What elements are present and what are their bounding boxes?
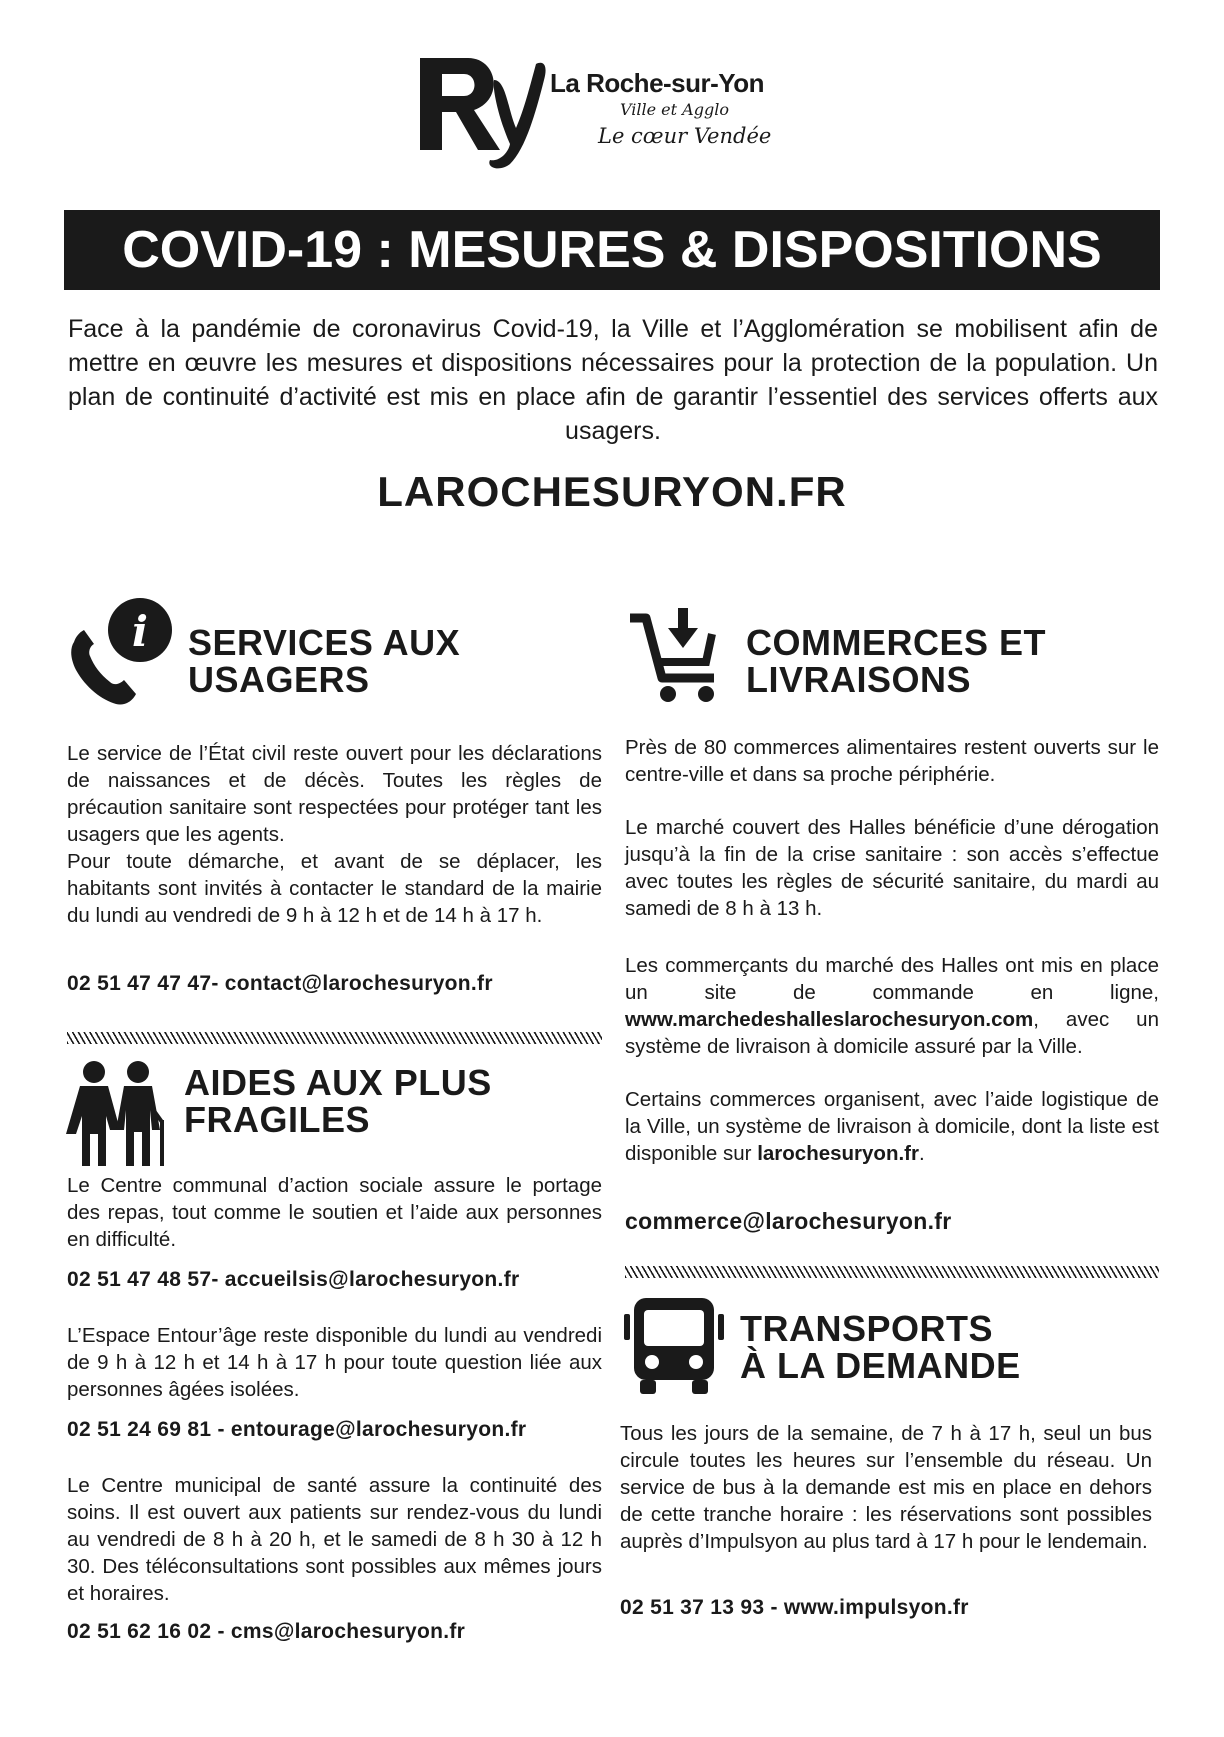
- commerces-title-line1: COMMERCES ET: [746, 622, 1047, 663]
- halles-website-link[interactable]: www.marchedeshalleslarochesuryon.com: [625, 1008, 1034, 1031]
- services-title-line2: USAGERS: [188, 659, 370, 700]
- commerces-paragraph-3: [625, 952, 1159, 1060]
- commerces-contact[interactable]: commerce@larochesuryon.fr: [625, 1208, 952, 1234]
- commerces-paragraph-4b: .: [918, 1142, 925, 1165]
- city-logo: [420, 50, 820, 170]
- intro-paragraph: Face à la pandémie de coronavirus Covid-19, la Ville et l’Agglomération se mobilisent afin de mettre en œuvre les mesures et dispositions nécessaires pour la protection de la population. Un plan de continuité d’activité est mis en place afin de garantir l’essentiel des services offerts aux usagers.: [68, 315, 1158, 445]
- services-title: [188, 624, 460, 698]
- logo-tagline-2: Le cœur Vendée: [598, 124, 772, 148]
- commerces-title: [746, 624, 1046, 698]
- ry-monogram-icon: [420, 50, 550, 170]
- commerces-paragraph-4a: Certains commerces organisent, avec l’aide logistique de la Ville, un système de livraison à domicile, dont la liste est disponible sur: [625, 1088, 1159, 1165]
- phone-info-icon: [66, 596, 176, 706]
- commerces-paragraph-3a: Les commerçants du marché des Halles ont mis en place un site de commande en ligne,: [625, 954, 1159, 1004]
- logo-name: La Roche-sur-Yon: [550, 68, 764, 98]
- transports-title-line1: TRANSPORTS: [740, 1308, 994, 1349]
- aides-title-line2: FRAGILES: [184, 1099, 371, 1140]
- services-paragraph-2: Pour toute démarche, et avant de se déplacer, les habitants sont invités à contacter le standard de la mairie du lundi au vendredi de 9 h à 12 h et de 14 h à 17 h.: [67, 850, 602, 927]
- aides-paragraph-1: Le Centre communal d’action sociale assure le portage des repas, tout comme le soutien et l’aide aux personnes en difficulté.: [67, 1174, 602, 1251]
- services-paragraph-1: Le service de l’État civil reste ouvert pour les déclarations de naissances et de décès. Toutes les règles de précaution sanitaire sont respectées pour protéger tant les usagers que les agents.: [67, 742, 602, 846]
- logo-tagline-1: Ville et Agglo: [620, 100, 729, 119]
- larochesuryon-link[interactable]: larochesuryon.fr: [757, 1142, 919, 1165]
- website-link[interactable]: LAROCHESURYON.FR: [377, 468, 847, 515]
- elderly-couple-icon: [64, 1060, 174, 1168]
- svg-text:i: i: [132, 607, 148, 656]
- aides-paragraph-2: L’Espace Entour’âge reste disponible du lundi au vendredi de 9 h à 12 h et 14 h à 17 h pour toute question liée aux personnes âgées isolées.: [67, 1324, 602, 1401]
- aides-title: [184, 1064, 492, 1138]
- commerces-title-line2: LIVRAISONS: [746, 659, 972, 700]
- transports-contact[interactable]: 02 51 37 13 93 - www.impulsyon.fr: [620, 1596, 969, 1619]
- commerces-paragraph-4: [625, 1086, 1159, 1167]
- aides-contact-2[interactable]: 02 51 24 69 81 - entourage@larochesuryon.fr: [67, 1418, 527, 1441]
- page-title-banner: COVID-19 : MESURES & DISPOSITIONS: [64, 210, 1160, 290]
- section-divider: [625, 1266, 1159, 1278]
- section-divider: [67, 1032, 602, 1044]
- services-contact[interactable]: 02 51 47 47 47- contact@larochesuryon.fr: [67, 972, 493, 995]
- aides-title-line1: AIDES AUX PLUS: [184, 1062, 492, 1103]
- shopping-cart-icon: [628, 604, 728, 704]
- bus-icon: [622, 1294, 726, 1398]
- transports-title-line2: À LA DEMANDE: [740, 1345, 1021, 1386]
- commerces-paragraph-1: Près de 80 commerces alimentaires restent ouverts sur le centre-ville et dans sa proche périphérie.: [625, 736, 1159, 786]
- aides-contact-1[interactable]: 02 51 47 48 57- accueilsis@larochesuryon.fr: [67, 1268, 520, 1291]
- aides-paragraph-3: Le Centre municipal de santé assure la continuité des soins. Il est ouvert aux patients sur rendez-vous du lundi au vendredi de 8 h à 20 h, et le samedi de 8 h 30 à 12 h 30. Des téléconsultations sont possibles aux mêmes jours et horaires.: [67, 1474, 602, 1605]
- commerces-paragraph-2: Le marché couvert des Halles bénéficie d’une dérogation jusqu’à la fin de la crise sanitaire : son accès s’effectue avec toutes les règles de sécurité sanitaire, du mardi au samedi de 8 h à 13 h.: [625, 816, 1159, 920]
- transports-paragraph: Tous les jours de la semaine, de 7 h à 17 h, seul un bus circule toutes les heures sur l’ensemble du réseau. Un service de bus à la demande est mis en place en dehors de cette tranche horaire : les réservations sont possibles auprès d’Impulsyon au plus tard à 17 h pour le lendemain.: [620, 1422, 1152, 1553]
- services-paragraph: [67, 740, 602, 929]
- transports-title: [740, 1310, 1021, 1384]
- services-title-line1: SERVICES AUX: [188, 622, 461, 663]
- commerces-paragraph-3b: , avec un système de livraison à domicile assuré par la Ville.: [625, 1008, 1159, 1058]
- aides-contact-3[interactable]: 02 51 62 16 02 - cms@larochesuryon.fr: [67, 1620, 466, 1643]
